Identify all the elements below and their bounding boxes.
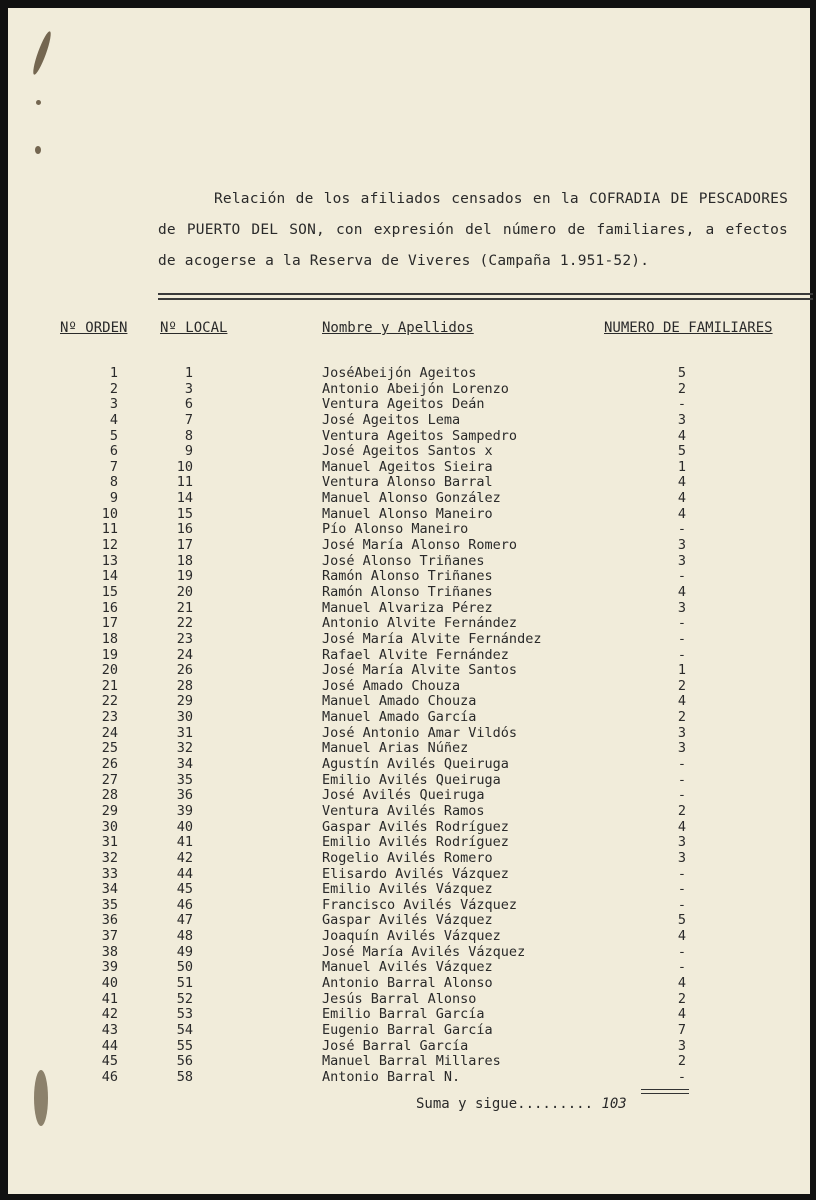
familiares-cell: 2 [677, 380, 687, 397]
orden-cell: 24 [101, 724, 118, 741]
local-cell: 48 [176, 928, 193, 945]
local-cell: 31 [176, 724, 193, 741]
familiares-cell: 3 [677, 411, 687, 428]
local-cell: 28 [176, 677, 193, 694]
table-row [8, 788, 810, 804]
familiares-cell: 3 [677, 552, 687, 569]
orden-cell: 18 [101, 630, 118, 647]
local-cell: 40 [176, 818, 193, 835]
orden-cell: 41 [101, 990, 118, 1007]
orden-cell: 8 [109, 474, 118, 491]
orden-cell: 23 [101, 709, 118, 726]
familiares-cell: 3 [677, 599, 687, 616]
table-row [8, 1070, 810, 1086]
name-cell: José Ageitos Santos x [322, 443, 493, 460]
local-cell: 7 [184, 411, 193, 428]
orden-cell: 20 [101, 662, 118, 679]
table-row [8, 507, 810, 523]
familiares-cell: 4 [677, 818, 687, 835]
orden-cell: 7 [109, 458, 118, 475]
local-cell: 42 [176, 849, 193, 866]
table-row [8, 835, 810, 851]
table-row [8, 726, 810, 742]
divider-line [158, 293, 813, 295]
local-cell: 49 [176, 943, 193, 960]
local-cell: 32 [176, 740, 193, 757]
document-page [8, 8, 810, 1194]
name-cell: Ventura Alonso Barral [322, 474, 493, 491]
familiares-cell: 5 [677, 365, 687, 381]
table-row [8, 444, 810, 460]
orden-cell: 45 [101, 1053, 118, 1070]
table-row [8, 585, 810, 601]
name-cell: Manuel Avilés Vázquez [322, 959, 493, 976]
table-row [8, 601, 810, 617]
familiares-cell: - [677, 756, 687, 773]
local-cell: 58 [176, 1068, 193, 1085]
familiares-cell: 4 [677, 505, 687, 522]
local-cell: 29 [176, 693, 193, 710]
name-cell: José María Alvite Fernández [322, 630, 542, 647]
familiares-cell: 2 [677, 802, 687, 819]
local-cell: 6 [184, 396, 193, 413]
name-cell: Manuel Amado García [322, 709, 477, 726]
local-cell: 3 [184, 380, 193, 397]
name-cell: Ramón Alonso Triñanes [322, 568, 493, 585]
local-cell: 22 [176, 615, 193, 632]
table-row [8, 741, 810, 757]
name-cell: Joaquín Avilés Vázquez [322, 928, 501, 945]
name-cell: José Amado Chouza [322, 677, 461, 694]
familiares-cell: 5 [677, 912, 687, 929]
orden-cell: 4 [109, 411, 118, 428]
orden-cell: 3 [109, 396, 118, 413]
table-row [8, 976, 810, 992]
name-cell: Ramón Alonso Triñanes [322, 583, 493, 600]
table-row [8, 679, 810, 695]
footer-total: 103 [601, 1096, 627, 1112]
orden-cell: 5 [109, 427, 118, 444]
name-cell: José María Alvite Santos [322, 662, 518, 679]
orden-cell: 12 [101, 537, 118, 554]
header-orden: Nº ORDEN [60, 320, 128, 336]
familiares-cell: - [677, 959, 687, 976]
total-line [641, 1089, 689, 1090]
local-cell: 15 [176, 505, 193, 522]
name-cell: Gaspar Avilés Rodríguez [322, 818, 509, 835]
orden-cell: 29 [101, 802, 118, 819]
table-row [8, 929, 810, 945]
table-row [8, 867, 810, 883]
local-cell: 55 [176, 1037, 193, 1054]
local-cell: 20 [176, 583, 193, 600]
name-cell: Antonio Barral N. [322, 1068, 461, 1085]
orden-cell: 30 [101, 818, 118, 835]
intro-text: Relación de los afiliados censados en la COFRADIA DE PESCADORES de PUERTO DEL SON, con expresión del número de familiares, a efectos de acogerse a la Reserva de Viveres (Campaña 1.951-52). [158, 191, 788, 269]
local-cell: 56 [176, 1053, 193, 1070]
name-cell: Francisco Avilés Vázquez [322, 896, 518, 913]
orden-cell: 10 [101, 505, 118, 522]
familiares-cell: 4 [677, 583, 687, 600]
local-cell: 41 [176, 834, 193, 851]
orden-cell: 28 [101, 787, 118, 804]
name-cell: Rafael Alvite Fernández [322, 646, 509, 663]
local-cell: 24 [176, 646, 193, 663]
local-cell: 45 [176, 881, 193, 898]
local-cell: 26 [176, 662, 193, 679]
name-cell: Agustín Avilés Queiruga [322, 756, 509, 773]
orden-cell: 34 [101, 881, 118, 898]
familiares-cell: 4 [677, 928, 687, 945]
name-cell: Manuel Arias Núñez [322, 740, 469, 757]
orden-cell: 14 [101, 568, 118, 585]
name-cell: Antonio Abeijón Lorenzo [322, 380, 509, 397]
name-cell: Pío Alonso Maneiro [322, 521, 469, 538]
table-row [8, 554, 810, 570]
local-cell: 47 [176, 912, 193, 929]
local-cell: 30 [176, 709, 193, 726]
table-row [8, 945, 810, 961]
name-cell: Emilio Avilés Vázquez [322, 881, 493, 898]
name-cell: Antonio Alvite Fernández [322, 615, 518, 632]
familiares-cell: - [677, 865, 687, 882]
familiares-cell: 2 [677, 1053, 687, 1070]
orden-cell: 6 [109, 443, 118, 460]
table-row [8, 882, 810, 898]
familiares-cell: 3 [677, 1037, 687, 1054]
familiares-cell: - [677, 896, 687, 913]
local-cell: 19 [176, 568, 193, 585]
name-cell: José Avilés Queiruga [322, 787, 485, 804]
intro-paragraph [158, 184, 788, 277]
local-cell: 51 [176, 974, 193, 991]
table-row [8, 960, 810, 976]
table-row [8, 366, 810, 382]
table-row [8, 898, 810, 914]
table-row [8, 429, 810, 445]
local-cell: 53 [176, 1006, 193, 1023]
local-cell: 8 [184, 427, 193, 444]
name-cell: José María Avilés Vázquez [322, 943, 526, 960]
orden-cell: 21 [101, 677, 118, 694]
table-row [8, 663, 810, 679]
name-cell: Rogelio Avilés Romero [322, 849, 493, 866]
name-cell: Manuel Alvariza Pérez [322, 599, 493, 616]
orden-cell: 22 [101, 693, 118, 710]
local-cell: 35 [176, 771, 193, 788]
table-row [8, 851, 810, 867]
name-cell: Emilio Barral García [322, 1006, 485, 1023]
name-cell: Ventura Avilés Ramos [322, 802, 485, 819]
familiares-cell: 5 [677, 443, 687, 460]
local-cell: 16 [176, 521, 193, 538]
header-local: Nº LOCAL [160, 320, 228, 336]
orden-cell: 32 [101, 849, 118, 866]
familiares-cell: - [677, 521, 687, 538]
name-cell: Gaspar Avilés Vázquez [322, 912, 493, 929]
orden-cell: 25 [101, 740, 118, 757]
table-row [8, 632, 810, 648]
orden-cell: 11 [101, 521, 118, 538]
name-cell: José Alonso Triñanes [322, 552, 485, 569]
name-cell: José María Alonso Romero [322, 537, 518, 554]
name-cell: Emilio Avilés Queiruga [322, 771, 501, 788]
familiares-cell: 4 [677, 474, 687, 491]
name-cell: Elisardo Avilés Vázquez [322, 865, 509, 882]
header-nombre: Nombre y Apellidos [322, 320, 474, 336]
orden-cell: 13 [101, 552, 118, 569]
table-row [8, 475, 810, 491]
table-row [8, 522, 810, 538]
ink-stain [35, 146, 41, 154]
orden-cell: 44 [101, 1037, 118, 1054]
orden-cell: 9 [109, 490, 118, 507]
orden-cell: 31 [101, 834, 118, 851]
footer-label: Suma y sigue......... [416, 1096, 594, 1112]
orden-cell: 39 [101, 959, 118, 976]
name-cell: Manuel Amado Chouza [322, 693, 477, 710]
members-table [8, 366, 810, 1085]
table-row [8, 913, 810, 929]
orden-cell: 35 [101, 896, 118, 913]
total-line [641, 1093, 689, 1094]
name-cell: JoséAbeijón Ageitos [322, 365, 477, 381]
orden-cell: 27 [101, 771, 118, 788]
local-cell: 18 [176, 552, 193, 569]
familiares-cell: 4 [677, 693, 687, 710]
local-cell: 54 [176, 1021, 193, 1038]
table-row [8, 820, 810, 836]
orden-cell: 36 [101, 912, 118, 929]
header-familiares: NUMERO DE FAMILIARES [604, 320, 773, 336]
name-cell: Emilio Avilés Rodríguez [322, 834, 509, 851]
orden-cell: 43 [101, 1021, 118, 1038]
familiares-cell: - [677, 568, 687, 585]
orden-cell: 33 [101, 865, 118, 882]
familiares-cell: 4 [677, 490, 687, 507]
familiares-cell: 2 [677, 677, 687, 694]
ink-stain [30, 30, 53, 76]
orden-cell: 17 [101, 615, 118, 632]
name-cell: Eugenio Barral García [322, 1021, 493, 1038]
table-row [8, 569, 810, 585]
table-row [8, 397, 810, 413]
orden-cell: 26 [101, 756, 118, 773]
table-row [8, 773, 810, 789]
local-cell: 14 [176, 490, 193, 507]
local-cell: 34 [176, 756, 193, 773]
orden-cell: 15 [101, 583, 118, 600]
familiares-cell: 4 [677, 427, 687, 444]
table-row [8, 460, 810, 476]
table-row [8, 648, 810, 664]
local-cell: 46 [176, 896, 193, 913]
name-cell: Antonio Barral Alonso [322, 974, 493, 991]
table-row [8, 710, 810, 726]
name-cell: Ventura Ageitos Sampedro [322, 427, 518, 444]
table-row [8, 1023, 810, 1039]
orden-cell: 1 [109, 365, 118, 381]
orden-cell: 42 [101, 1006, 118, 1023]
name-cell: Jesús Barral Alonso [322, 990, 477, 1007]
orden-cell: 16 [101, 599, 118, 616]
table-row [8, 694, 810, 710]
table-row [8, 1054, 810, 1070]
local-cell: 17 [176, 537, 193, 554]
local-cell: 39 [176, 802, 193, 819]
familiares-cell: 1 [677, 458, 687, 475]
divider-line [158, 298, 813, 300]
local-cell: 36 [176, 787, 193, 804]
table-row [8, 804, 810, 820]
table-row [8, 1007, 810, 1023]
name-cell: Manuel Alonso Maneiro [322, 505, 493, 522]
familiares-cell: 3 [677, 849, 687, 866]
familiares-cell: 2 [677, 709, 687, 726]
table-row [8, 538, 810, 554]
table-row [8, 382, 810, 398]
orden-cell: 40 [101, 974, 118, 991]
table-row [8, 413, 810, 429]
familiares-cell: 3 [677, 834, 687, 851]
local-cell: 10 [176, 458, 193, 475]
orden-cell: 19 [101, 646, 118, 663]
name-cell: Ventura Ageitos Deán [322, 396, 485, 413]
local-cell: 44 [176, 865, 193, 882]
local-cell: 52 [176, 990, 193, 1007]
familiares-cell: 3 [677, 537, 687, 554]
familiares-cell: 2 [677, 990, 687, 1007]
familiares-cell: - [677, 771, 687, 788]
familiares-cell: - [677, 881, 687, 898]
local-cell: 1 [184, 365, 193, 381]
orden-cell: 46 [101, 1068, 118, 1085]
familiares-cell: 1 [677, 662, 687, 679]
familiares-cell: - [677, 943, 687, 960]
name-cell: Manuel Barral Millares [322, 1053, 501, 1070]
familiares-cell: - [677, 787, 687, 804]
local-cell: 11 [176, 474, 193, 491]
familiares-cell: 3 [677, 740, 687, 757]
table-row [8, 616, 810, 632]
local-cell: 23 [176, 630, 193, 647]
familiares-cell: 4 [677, 974, 687, 991]
footer-sum [416, 1096, 627, 1112]
table-row [8, 992, 810, 1008]
name-cell: Manuel Ageitos Sieira [322, 458, 493, 475]
orden-cell: 2 [109, 380, 118, 397]
familiares-cell: 7 [677, 1021, 687, 1038]
orden-cell: 37 [101, 928, 118, 945]
familiares-cell: - [677, 615, 687, 632]
local-cell: 21 [176, 599, 193, 616]
name-cell: José Barral García [322, 1037, 469, 1054]
name-cell: José Antonio Amar Vildós [322, 724, 518, 741]
familiares-cell: 4 [677, 1006, 687, 1023]
familiares-cell: - [677, 396, 687, 413]
familiares-cell: - [677, 1068, 687, 1085]
table-row [8, 757, 810, 773]
table-row [8, 1039, 810, 1055]
name-cell: José Ageitos Lema [322, 411, 461, 428]
familiares-cell: - [677, 646, 687, 663]
ink-stain [36, 100, 41, 105]
table-row [8, 491, 810, 507]
orden-cell: 38 [101, 943, 118, 960]
name-cell: Manuel Alonso González [322, 490, 501, 507]
familiares-cell: - [677, 630, 687, 647]
local-cell: 50 [176, 959, 193, 976]
familiares-cell: 3 [677, 724, 687, 741]
local-cell: 9 [184, 443, 193, 460]
